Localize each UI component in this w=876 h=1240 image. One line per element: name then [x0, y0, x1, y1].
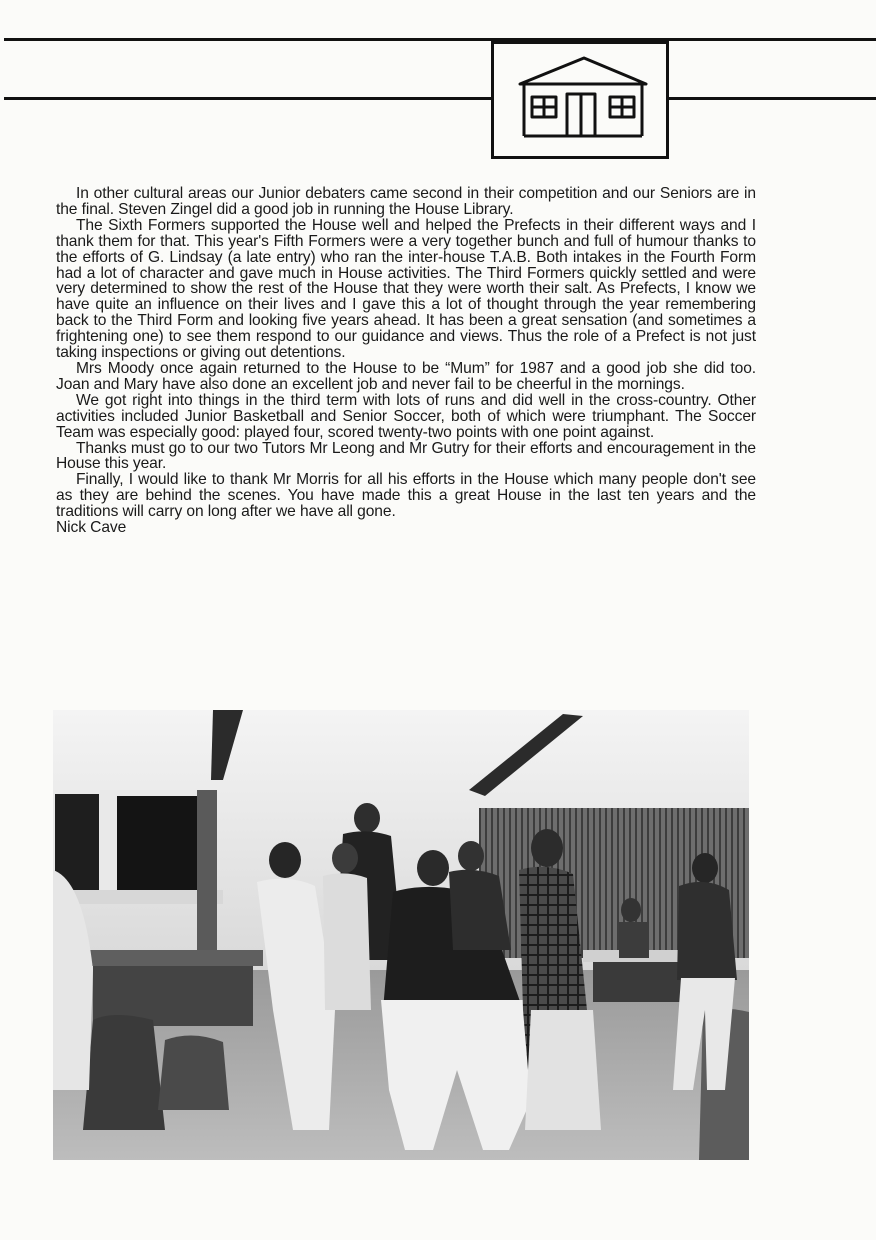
paragraph: Mrs Moody once again returned to the House to be “Mum” for 1987 and a good job she did too. Joan and Mary have also done an excellent job and never fail to be cheerful in the mornings.: [56, 359, 756, 393]
paragraph: The Sixth Formers supported the House well and helped the Prefects in their different ways and I thank them for that. This year's Fifth Formers were a very together bunch and full of humour thanks to the efforts of G. Lindsay (a late entry) who ran the inter-house T.A.B. Both intakes in the Fourth Form had a lot of character and gave much in House activities. The Third Formers quickly settled and were very determined to show the rest of the House that they were worth their salt. As Prefects, I know we have quite an influence on their lives and I gave this a lot of thought through the year remembering back to the Third Form and looking five years ahead. It has been a great sensation (and sometimes a frightening one) to see them respond to our guidance and views. Thus the role of a Prefect is not just taking inspections or giving out detentions.: [56, 216, 756, 362]
house-logo-box: [491, 41, 669, 159]
house-icon: [494, 44, 666, 156]
photo-illustration: [53, 710, 749, 1160]
header-rule-top: [4, 38, 876, 41]
signature: Nick Cave: [56, 519, 127, 537]
article-text: [56, 186, 756, 536]
paragraph: Thanks must go to our two Tutors Mr Leong and Mr Gutry for their efforts and encouragement in the House this year.: [56, 439, 756, 473]
paragraph: In other cultural areas our Junior debaters came second in their competition and our Seniors are in the final. Steven Zingel did a good job in running the House Library.: [56, 185, 756, 218]
paragraph: We got right into things in the third term with lots of runs and did well in the cross-country. Other activities included Junior Basketball and Senior Soccer, both of which were triumphant. The Soccer Team was especially good: played four, scored twenty-two points with one point against.: [56, 391, 756, 441]
header-rule-bottom-left: [4, 97, 492, 100]
paragraph: Finally, I would like to thank Mr Morris for all his efforts in the House which many people don't see as they are behind the scenes. You have made this a great House in the last ten years and the traditions will carry on long after we have all gone.: [56, 471, 756, 521]
header-rule-bottom-right: [668, 97, 876, 100]
group-photo: [53, 710, 749, 1160]
